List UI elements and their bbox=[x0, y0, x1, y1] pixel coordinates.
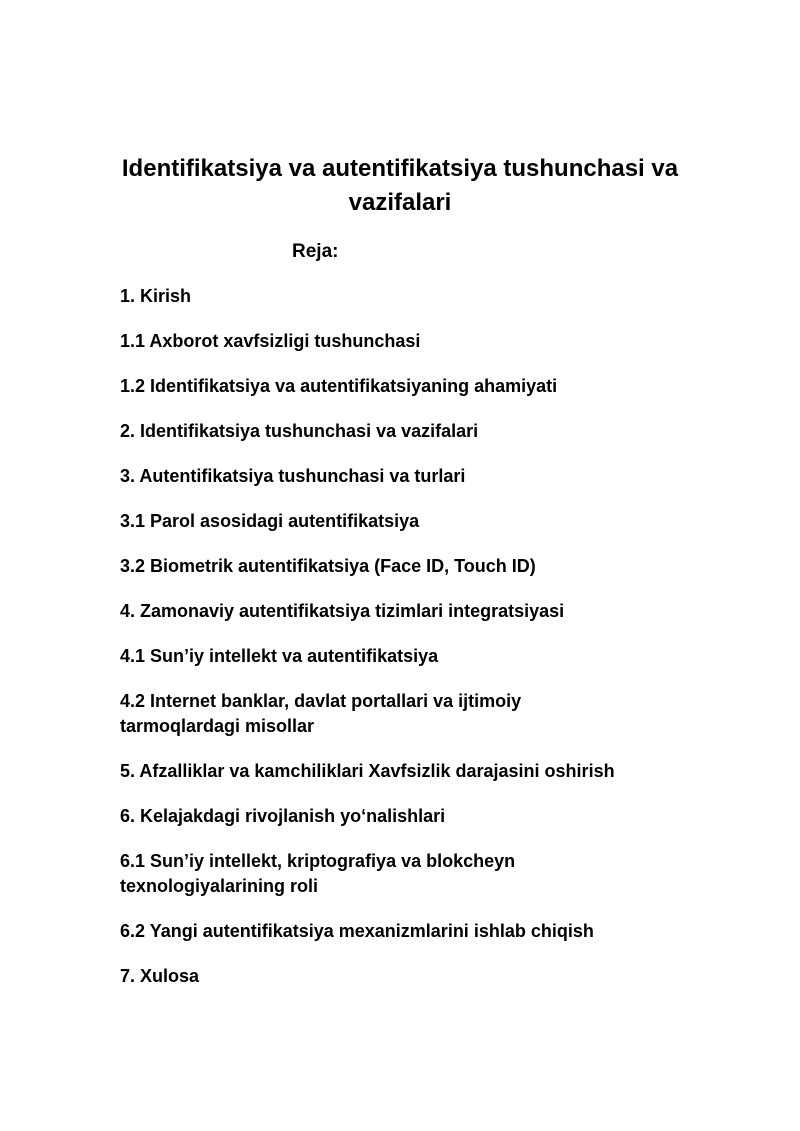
toc-item: 6. Kelajakdagi rivojlanish yo‘nalishlari bbox=[120, 806, 446, 826]
toc-item: 4.2 Internet banklar, davlat portallari va ijtimoiy tarmoqlardagi misollar bbox=[120, 691, 522, 736]
toc-item: 6.2 Yangi autentifikatsiya mexanizmlarini ishlab chiqish bbox=[120, 921, 594, 941]
toc-item: 5. Afzalliklar va kamchiliklari Xavfsizlik darajasini oshirish bbox=[120, 761, 615, 781]
toc-item: 4. Zamonaviy autentifikatsiya tizimlari integratsiyasi bbox=[120, 601, 565, 621]
plan-label: Reja: bbox=[292, 241, 339, 262]
toc-item: 1. Kirish bbox=[120, 286, 192, 306]
toc-item: 1.2 Identifikatsiya va autentifikatsiyaning ahamiyati bbox=[120, 376, 558, 396]
toc-item: 3.1 Parol asosidagi autentifikatsiya bbox=[120, 511, 420, 531]
document-title: Identifikatsiya va autentifikatsiya tushunchasi va vazifalari bbox=[121, 155, 679, 216]
table-of-contents bbox=[120, 284, 680, 1009]
toc-item: 6.1 Sun’iy intellekt, kriptografiya va blokcheyn texnologiyalarining roli bbox=[120, 851, 516, 896]
toc-item: 3.2 Biometrik autentifikatsiya (Face ID, Touch ID) bbox=[120, 556, 536, 576]
toc-item: 3. Autentifikatsiya tushunchasi va turlari bbox=[120, 466, 466, 486]
toc-item: 2. Identifikatsiya tushunchasi va vazifalari bbox=[120, 421, 479, 441]
toc-item: 1.1 Axborot xavfsizligi tushunchasi bbox=[120, 331, 421, 351]
toc-item: 7. Xulosa bbox=[120, 966, 200, 986]
toc-item: 4.1 Sun’iy intellekt va autentifikatsiya bbox=[120, 646, 439, 666]
